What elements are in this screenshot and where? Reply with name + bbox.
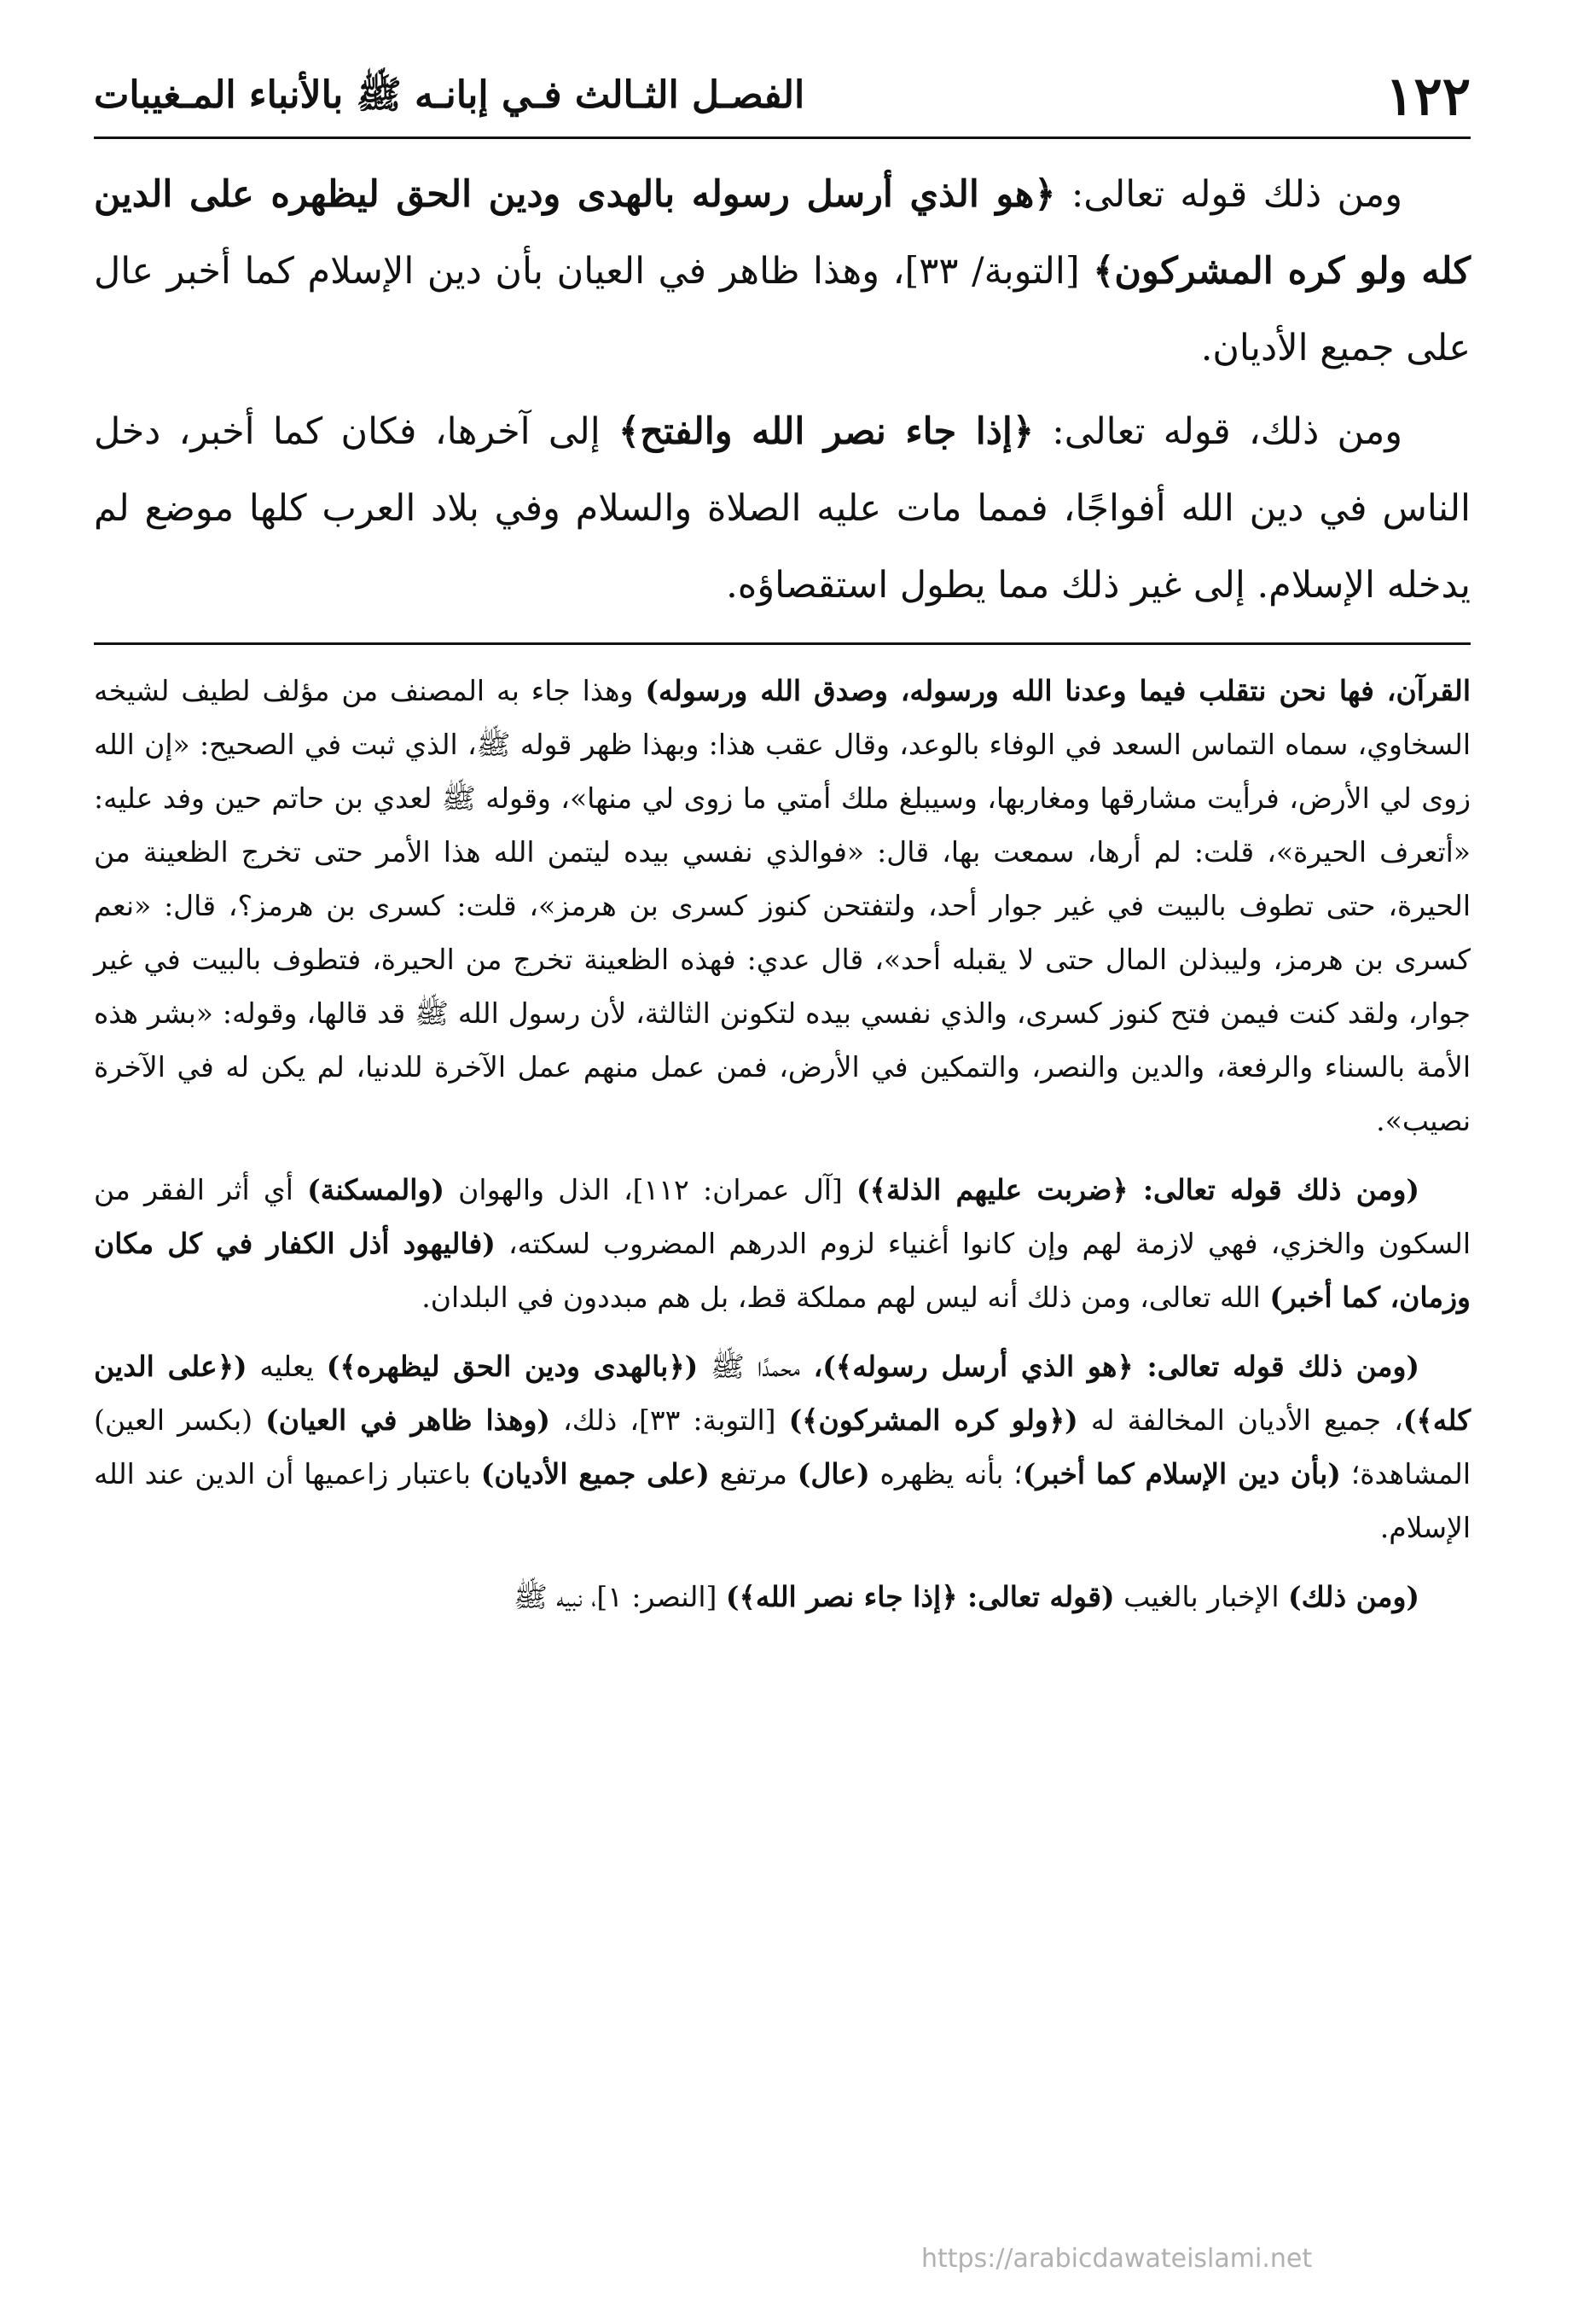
- commentary-separator: [94, 642, 1471, 645]
- book-page: [94, 60, 1471, 2290]
- header-rule: [94, 137, 1471, 139]
- commentary-paragraph: (ومن ذلك قوله تعالى: ﴿هو الذي أرسل رسوله﴾)، محمدًا ﷺ (﴿بالهدى ودين الحق ليظهره﴾) يعليه (﴿على الدين كله﴾)، جميع الأديان المخالفة له (﴿ولو كره المشركون﴾) [التوبة: ٣٣]، ذلك، (وهذا ظاهر في العيان) (بكسر العين) المشاهدة؛ (بأن دين الإسلام كما أخبر)؛ بأنه يظهره (عال) مرتفع (على جميع الأديان) باعتبار زاعميها أن الدين عند الله الإسلام.: [94, 1350, 1471, 1544]
- main-text: [94, 156, 1471, 624]
- watermark-url: https://arabicdawateislami.net: [921, 2244, 1313, 2274]
- quran-quote: ﴿هو الذي أرسل رسوله بالهدى ودين الحق ليظهره على الدين كله ولو كره المشركون﴾: [94, 173, 1471, 293]
- commentary: [94, 664, 1471, 1624]
- running-title: الفصـل الثـالث فـي إبانـه ﷺ بالأنباء المـغيبات: [94, 73, 805, 117]
- commentary-paragraph: (ومن ذلك) الإخبار بالغيب (قوله تعالى: ﴿إذا جاء نصر الله﴾) [النصر: ١]، نبيه ﷺ: [513, 1580, 1419, 1613]
- quran-quote: ﴿إذا جاء نصر الله والفتح﴾: [618, 410, 1035, 453]
- commentary-paragraph: (ومن ذلك قوله تعالى: ﴿ضربت عليهم الذلة﴾) [آل عمران: ١١٢]، الذل والهوان (والمسكنة) أي أثر الفقر من السكون والخزي، فهي لازمة لهم وإن كانوا أغنياء لزوم الدرهم المضروب لسكته، (فاليهود أذل الكفار في كل مكان وزمان، كما أخبر) الله تعالى، ومن ذلك أنه ليس لهم مملكة قط، بل هم مبددون في البلدان.: [94, 1173, 1471, 1314]
- main-paragraph: ومن ذلك، قوله تعالى: ﴿إذا جاء نصر الله والفتح﴾ إلى آخرها، فكان كما أخبر، دخل الناس في دين الله أفواجًا، فمما مات عليه الصلاة والسلام وفي بلاد العرب كلها موضع لم يدخله الإسلام. إلى غير ذلك مما يطول استقصاؤه.: [94, 410, 1471, 607]
- page-number: ١٢٢: [1385, 65, 1471, 127]
- main-paragraph: ومن ذلك قوله تعالى: ﴿هو الذي أرسل رسوله بالهدى ودين الحق ليظهره على الدين كله ولو كره المشركون﴾ [التوبة/ ٣٣]، وهذا ظاهر في العيان بأن دين الإسلام كما أخبر عال على جميع الأديان.: [94, 173, 1471, 369]
- commentary-paragraph: القرآن، فها نحن نتقلب فيما وعدنا الله ورسوله، وصدق الله ورسوله) وهذا جاء به المصنف من مؤلف لطيف لشيخه السخاوي، سماه التماس السعد في الوفاء بالوعد، وقال عقب هذا: وبهذا ظهر قوله ﷺ، الذي ثبت في الصحيح: «إن الله زوى لي الأرض، فرأيت مشارقها ومغاربها، وسيبلغ ملك أمتي ما زوى لي منها»، وقوله ﷺ لعدي بن حاتم حين وفد عليه: «أتعرف الحيرة»، قلت: لم أرها، سمعت بها، قال: «فوالذي نفسي بيده ليتمن الله هذا الأمر حتى تخرج الظعينة من الحيرة، حتى تطوف بالبيت في غير جوار أحد، ولتفتحن كنوز كسرى بن هرمز»، قلت: كسرى بن هرمز؟، قال: «نعم كسرى بن هرمز، وليبذلن المال حتى لا يقبله أحد»، قال عدي: فهذه الظعينة تخرج من الحيرة، فتطوف بالبيت في غير جوار، ولقد كنت فيمن فتح كنوز كسرى، والذي نفسي بيده لتكونن الثالثة، لأن رسول الله ﷺ قد قالها، وقوله: «بشر هذه الأمة بالسناء والرفعة، والدين والنصر، والتمكين في الأرض، فمن عمل منهم عمل الآخرة للدنيا، لم يكن له في الآخرة نصيب».: [94, 674, 1471, 1137]
- page-header: [94, 60, 1471, 137]
